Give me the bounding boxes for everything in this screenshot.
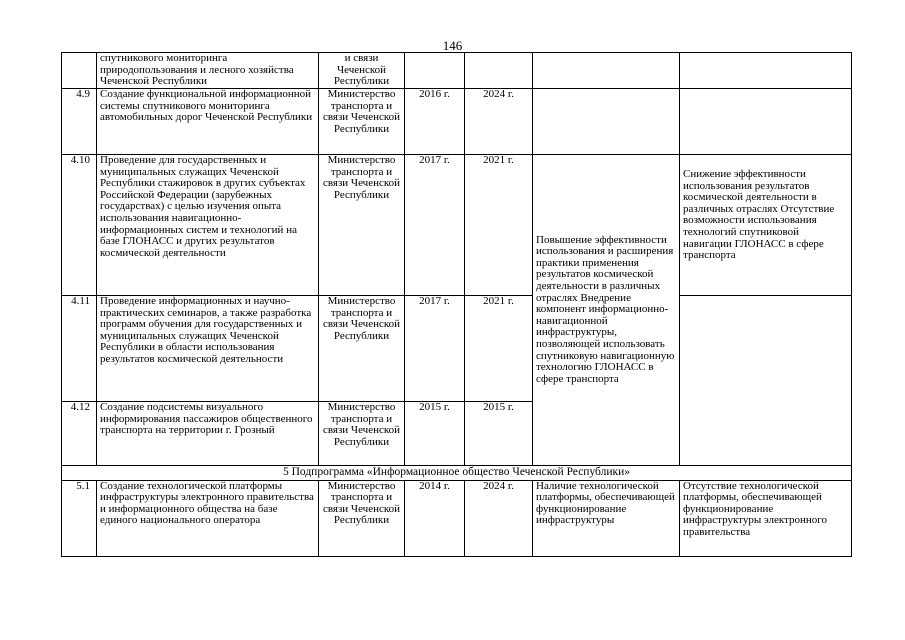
consequence: Снижение эффективности использования результатов космической деятельности в различных отраслях Отсутствие возможности использования технологий спутниковой навигации ГЛОНАСС в сфере транспорта	[680, 155, 852, 296]
start-year: 2016 г.	[405, 89, 465, 155]
executor: Министерство транспорта и связи Чеченской Республики	[319, 296, 405, 402]
start-year: 2017 г.	[405, 296, 465, 402]
activity-name: Создание технологической платформы инфраструктуры электронного правительства и информационного общества на базе единого национального оператора	[97, 480, 319, 556]
end-year	[465, 53, 533, 89]
activity-name: Проведение информационных и научно-практических семинаров, а также разработка программ обучения для государственных и муниципальных служащих Чеченской Республики в области использования результатов космической деятельности	[97, 296, 319, 402]
row-number	[62, 53, 97, 89]
executor: Министерство транспорта и связи Чеченской Республики	[319, 155, 405, 296]
activity-name: Проведение для государственных и муниципальных служащих Чеченской Республики стажировок в других субъектах Российской Федерации (зарубежных государствах) с целью изучения опыта использования навигационно-информационных систем и технологий на базе ГЛОНАСС и других результатов космической деятельности	[97, 155, 319, 296]
consequence-empty	[680, 53, 852, 89]
executor: Министерство транспорта и связи Чеченской Республики	[319, 89, 405, 155]
row-number: 5.1	[62, 480, 97, 556]
end-year: 2024 г.	[465, 480, 533, 556]
table-row	[62, 296, 852, 402]
consequence-empty	[680, 89, 852, 155]
executor: Министерство транспорта и связи Чеченской Республики	[319, 402, 405, 466]
table-row	[62, 155, 852, 296]
section-row	[62, 466, 852, 481]
table-row	[62, 53, 852, 89]
row-number: 4.11	[62, 296, 97, 402]
expected-result: Повышение эффективности использования и расширения практики применения результатов космической деятельности в различных отраслях Внедрение компонент информационно-навигационной инфраструктуры, позволяющей использовать спутниковую навигационную технологию ГЛОНАСС в сфере транспорта	[533, 155, 680, 466]
expected-result-empty	[533, 89, 680, 155]
end-year: 2021 г.	[465, 155, 533, 296]
executor: и связи Чеченской Республики	[319, 53, 405, 89]
row-number: 4.10	[62, 155, 97, 296]
table-row	[62, 480, 852, 556]
start-year: 2014 г.	[405, 480, 465, 556]
start-year: 2017 г.	[405, 155, 465, 296]
row-number: 4.12	[62, 402, 97, 466]
consequence-empty	[680, 296, 852, 466]
start-year	[405, 53, 465, 89]
start-year: 2015 г.	[405, 402, 465, 466]
end-year: 2021 г.	[465, 296, 533, 402]
expected-result: Наличие технологической платформы, обеспечивающей функционирование инфраструктуры	[533, 480, 680, 556]
activity-name: Создание подсистемы визуального информирования пассажиров общественного транспорта на территории г. Грозный	[97, 402, 319, 466]
program-activities-table	[61, 52, 852, 557]
page-number: 146	[442, 38, 463, 53]
table-row	[62, 89, 852, 155]
section-title: 5 Подпрограмма «Информационное общество Чеченской Республики»	[62, 466, 852, 481]
row-number: 4.9	[62, 89, 97, 155]
activity-name: Создание функциональной информационной системы спутникового мониторинга автомобильных дорог Чеченской Республики	[97, 89, 319, 155]
consequence: Отсутствие технологической платформы, обеспечивающей функционирование инфраструктуры электронного правительства	[680, 480, 852, 556]
end-year: 2024 г.	[465, 89, 533, 155]
end-year: 2015 г.	[465, 402, 533, 466]
activity-name: спутникового мониторинга природопользования и лесного хозяйства Чеченской Республики	[97, 53, 319, 89]
expected-result-empty	[533, 53, 680, 89]
executor: Министерство транспорта и связи Чеченской Республики	[319, 480, 405, 556]
